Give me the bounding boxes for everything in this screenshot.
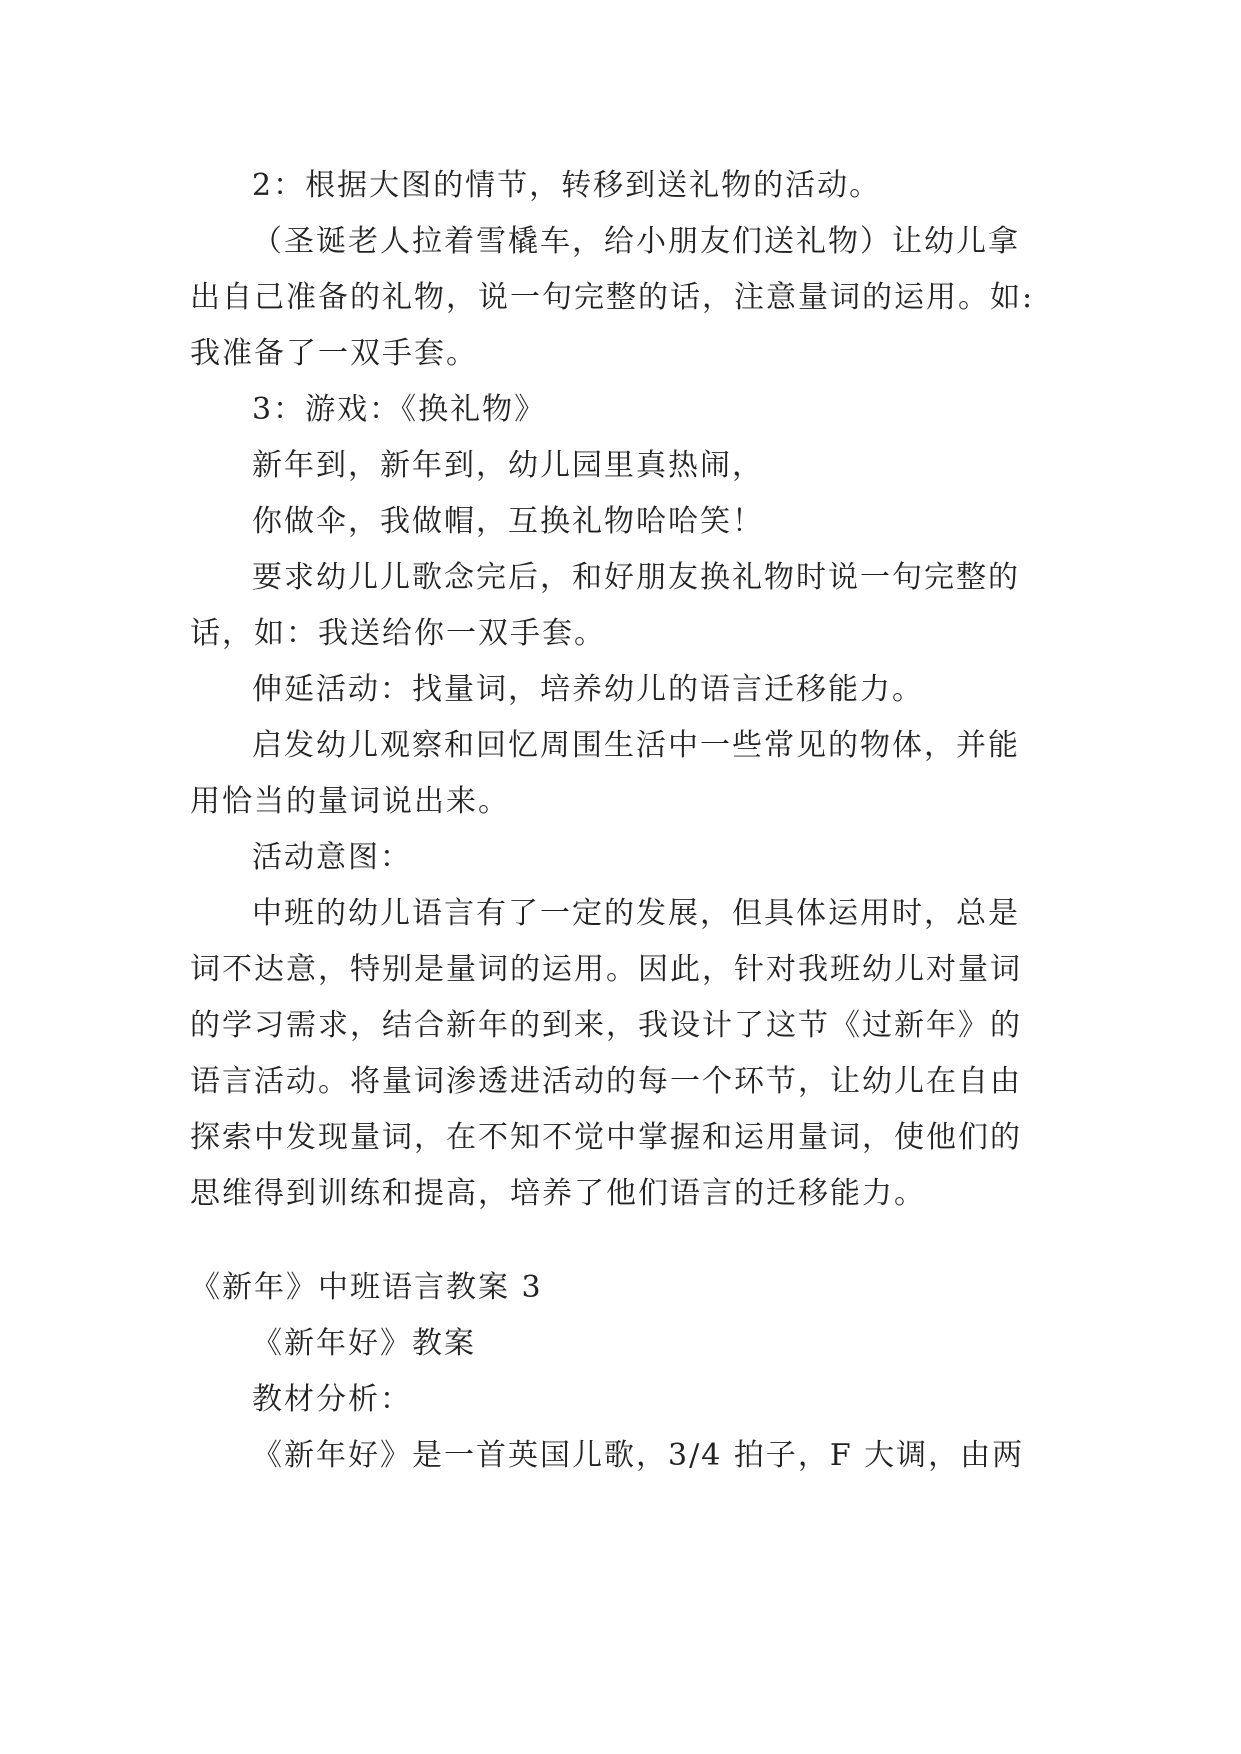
paragraph-line: 的学习需求，结合新年的到来，我设计了这节《过新年》的 xyxy=(190,1008,1022,1043)
paragraph-line: 《新年好》是一首英国儿歌，3/4 拍子，F 大调，由两 xyxy=(252,1438,1025,1473)
paragraph-line: 中班的幼儿语言有了一定的发展，但具体运用时，总是 xyxy=(252,896,1020,931)
paragraph-line: 用恰当的量词说出来。 xyxy=(190,784,510,819)
paragraph-line: 要求幼儿儿歌念完后，和好朋友换礼物时说一句完整的 xyxy=(252,560,1020,595)
paragraph-line: 我准备了一双手套。 xyxy=(190,336,478,371)
paragraph-line: 活动意图： xyxy=(252,840,412,875)
paragraph-line: 思维得到训练和提高，培养了他们语言的迁移能力。 xyxy=(190,1176,926,1211)
paragraph-line: 词不达意，特别是量词的运用。因此，针对我班幼儿对量词 xyxy=(190,952,1022,987)
paragraph-line: 出自己准备的礼物，说一句完整的话，注意量词的运用。如: xyxy=(190,280,1035,315)
subtitle: 《新年好》教案 xyxy=(252,1326,476,1361)
section-title: 《新年》中班语言教案 3 xyxy=(190,1270,543,1305)
paragraph-line: 语言活动。将量词渗透进活动的每一个环节，让幼儿在自由 xyxy=(190,1064,1022,1099)
paragraph-line: 话，如：我送给你一双手套。 xyxy=(190,616,606,651)
paragraph-line: 探索中发现量词，在不知不觉中掌握和运用量词，使他们的 xyxy=(190,1120,1022,1155)
poem-line: 你做伞，我做帽，互换礼物哈哈笑！ xyxy=(252,504,764,539)
paragraph-line: 伸延活动：找量词，培养幼儿的语言迁移能力。 xyxy=(252,672,924,707)
paragraph-line: 教材分析： xyxy=(252,1382,412,1417)
paragraph-line: 启发幼儿观察和回忆周围生活中一些常见的物体，并能 xyxy=(252,728,1020,763)
paragraph-line: 2：根据大图的情节，转移到送礼物的活动。 xyxy=(252,168,882,203)
paragraph-line: 3：游戏：《换礼物》 xyxy=(252,392,547,427)
paragraph-line: （圣诞老人拉着雪橇车，给小朋友们送礼物）让幼儿拿 xyxy=(252,224,1020,259)
poem-line: 新年到，新年到，幼儿园里真热闹， xyxy=(252,448,764,483)
